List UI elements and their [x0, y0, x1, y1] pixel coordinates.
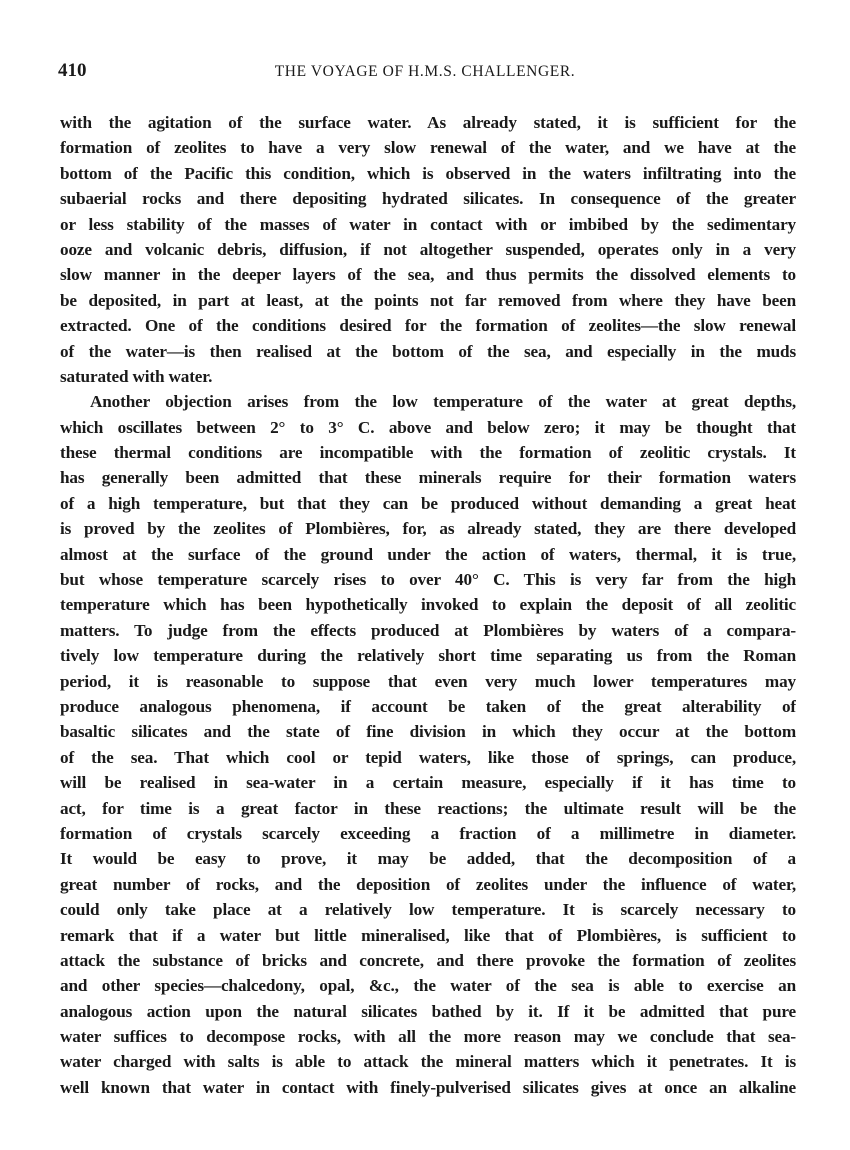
- text-line: It would be easy to prove, it may be added, that the decomposition of a: [60, 849, 796, 869]
- text-line: Another objection arises from the low temperature of the water at great depths,: [90, 392, 796, 412]
- text-line: formation of zeolites to have a very slow renewal of the water, and we have at the: [60, 138, 796, 158]
- text-line: basaltic silicates and the state of fine division in which they occur at the bottom: [60, 722, 796, 742]
- running-title: THE VOYAGE OF H.M.S. CHALLENGER.: [274, 63, 576, 80]
- text-line: well known that water in contact with finely-pulverised silicates gives at once an alkaline: [60, 1077, 796, 1097]
- paragraph: [60, 389, 796, 1100]
- text-line: or less stability of the masses of water in contact with or imbibed by the sedimentary: [60, 214, 796, 234]
- text-line: remark that if a water but little mineralised, like that of Plombières, is sufficient to: [60, 925, 796, 945]
- page-number: 410: [58, 60, 87, 81]
- text-line: of a high temperature, but that they can be produced without demanding a great heat: [60, 493, 796, 513]
- text-line: subaerial rocks and there depositing hydrated silicates. In consequence of the greater: [60, 189, 796, 209]
- text-line: these thermal conditions are incompatible with the formation of zeolitic crystals. It: [60, 443, 796, 463]
- text-line: will be realised in sea-water in a certain measure, especially if it has time to: [60, 773, 796, 793]
- text-line: but whose temperature scarcely rises to over 40° C. This is very far from the high: [60, 570, 796, 590]
- text-line: attack the substance of bricks and concrete, and there provoke the formation of zeolites: [60, 950, 796, 970]
- text-line: with the agitation of the surface water. As already stated, it is sufficient for the: [60, 113, 796, 132]
- text-line: extracted. One of the conditions desired for the formation of zeolites—the slow renewal: [60, 316, 796, 336]
- text-line: could only take place at a relatively low temperature. It is scarcely necessary to: [60, 900, 796, 920]
- text-line: is proved by the zeolites of Plombières, for, as already stated, they are there developed: [60, 519, 796, 539]
- text-line: formation of crystals scarcely exceeding a fraction of a millimetre in diameter.: [60, 823, 796, 843]
- text-line: bottom of the Pacific this condition, which is observed in the waters infiltrating into the: [60, 163, 796, 183]
- text-line: water charged with salts is able to attack the mineral matters which it penetrates. It is: [60, 1052, 796, 1072]
- text-line: ooze and volcanic debris, diffusion, if not altogether suspended, operates only in a very: [60, 239, 796, 259]
- text-line: act, for time is a great factor in these reactions; the ultimate result will be the: [60, 798, 796, 818]
- text-line: and other species—chalcedony, opal, &c., the water of the sea is able to exercise an: [60, 976, 796, 996]
- paragraph: [60, 110, 796, 389]
- body-text: [60, 110, 796, 1100]
- text-line: great number of rocks, and the deposition of zeolites under the influence of water,: [60, 874, 796, 894]
- text-line: of the sea. That which cool or tepid waters, like those of springs, can produce,: [60, 747, 796, 767]
- text-line: temperature which has been hypothetically invoked to explain the deposit of all zeolitic: [60, 595, 796, 615]
- text-line: be deposited, in part at least, at the points not far removed from where they have been: [60, 290, 796, 310]
- text-line: slow manner in the deeper layers of the sea, and thus permits the dissolved elements to: [60, 265, 796, 285]
- text-line: analogous action upon the natural silicates bathed by it. If it be admitted that pure: [60, 1001, 796, 1021]
- text-line: which oscillates between 2° to 3° C. above and below zero; it may be thought that: [60, 417, 796, 437]
- text-line: saturated with water.: [60, 366, 213, 386]
- text-line: tively low temperature during the relatively short time separating us from the Roman: [60, 646, 796, 666]
- text-line: has generally been admitted that these minerals require for their formation waters: [60, 468, 796, 488]
- text-line: matters. To judge from the effects produced at Plombières by waters of a compara-: [60, 620, 796, 640]
- text-line: of the water—is then realised at the bottom of the sea, and especially in the muds: [60, 341, 796, 361]
- text-line: water suffices to decompose rocks, with all the more reason may we conclude that sea-: [60, 1027, 796, 1047]
- text-line: almost at the surface of the ground under the action of waters, thermal, it is true,: [60, 544, 796, 564]
- text-line: produce analogous phenomena, if account be taken of the great alterability of: [60, 696, 796, 716]
- text-line: period, it is reasonable to suppose that even very much lower temperatures may: [60, 671, 796, 691]
